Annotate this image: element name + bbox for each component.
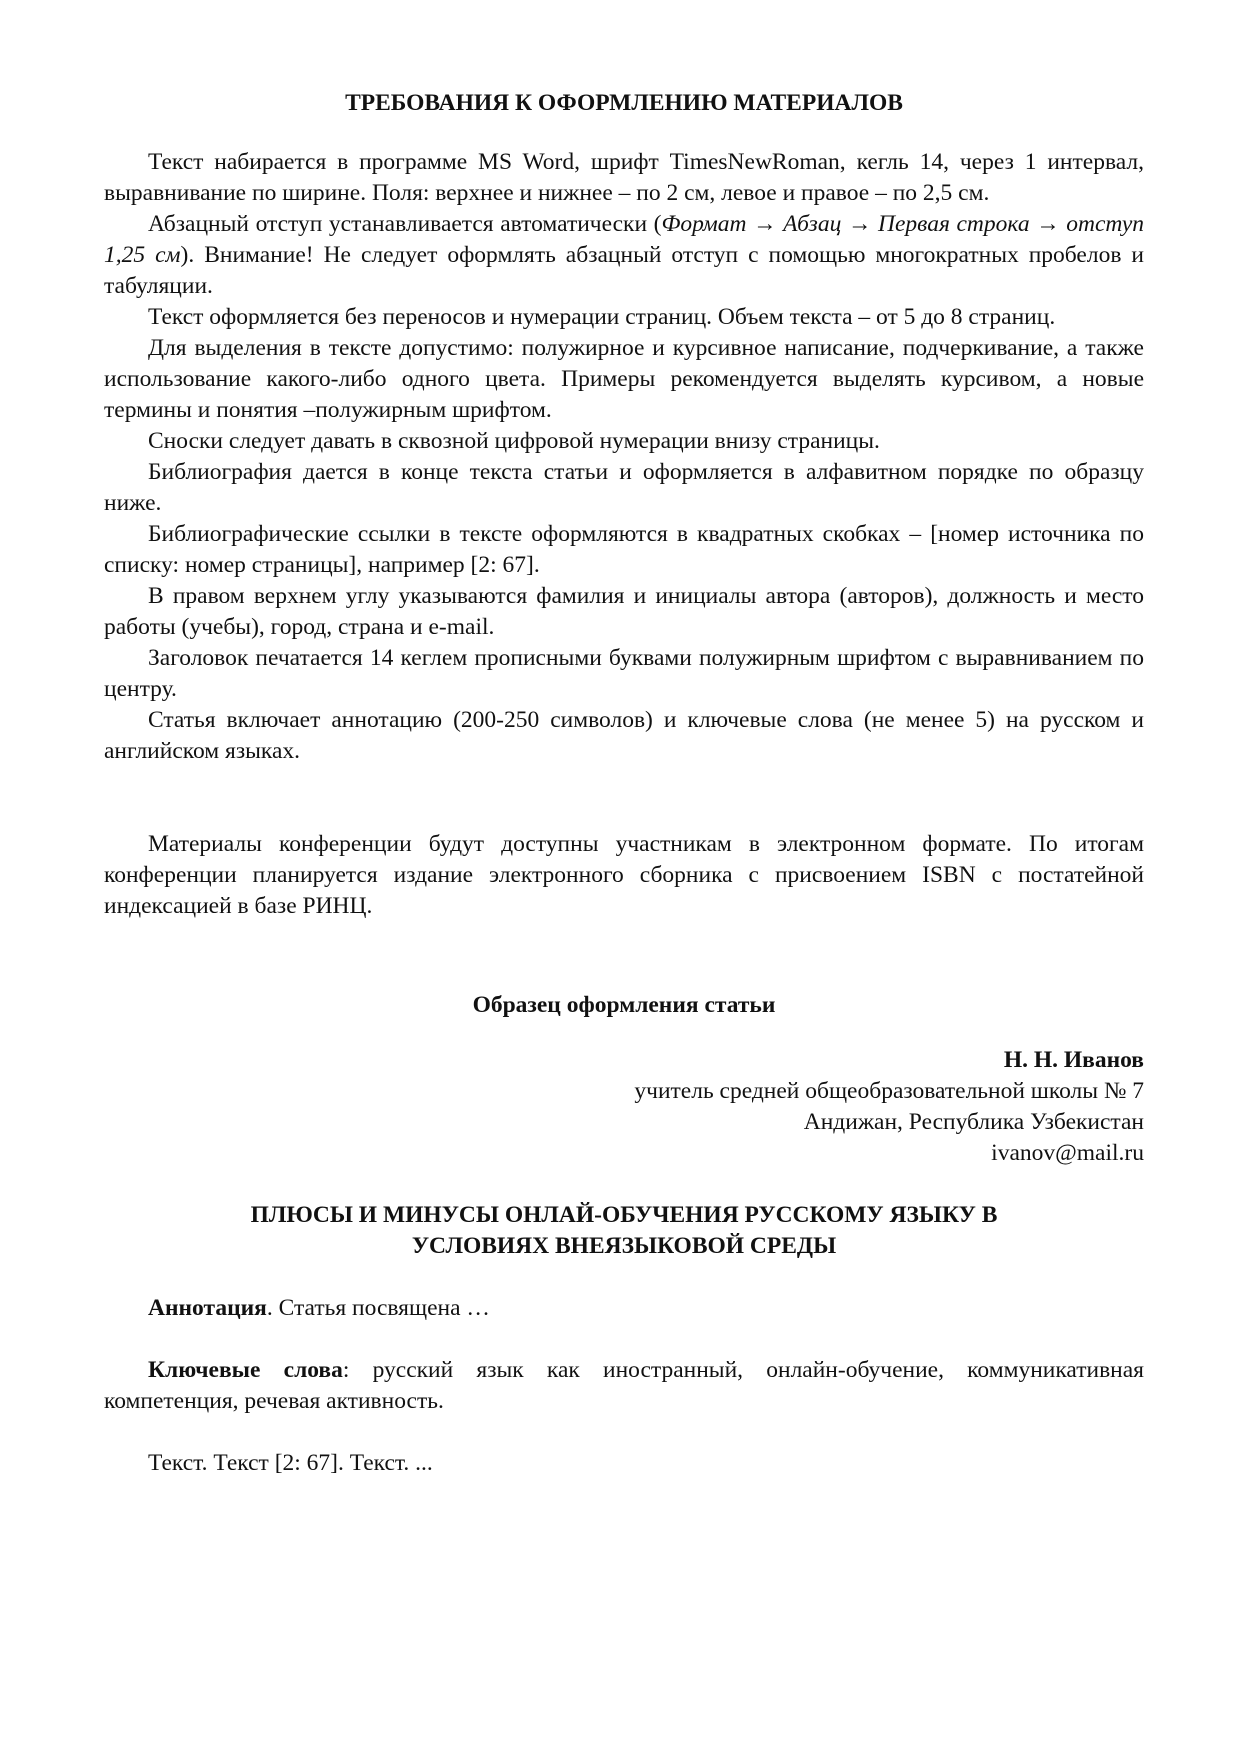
spacer [104, 1262, 1144, 1293]
author-position: учитель средней общеобразовательной школы № 7 [634, 1078, 1144, 1104]
article-title-line-1: ПЛЮСЫ И МИНУСЫ ОНЛАЙ-ОБУЧЕНИЯ РУССКОМУ ЯЗЫКУ В [250, 1202, 998, 1228]
spacer [104, 1169, 1144, 1200]
materials-note: Материалы конференции будут доступны участникам в электронном формате. По итогам конференции планируется издание электронного сборника с присвоением ISBN с постатейной индексацией в базе РИНЦ. [104, 831, 1144, 919]
requirement-paragraph: Заголовок печатается 14 кеглем прописными буквами полужирным шрифтом с выравниванием по центру. [104, 645, 1144, 702]
requirement-paragraph: Текст набирается в программе MS Word, шрифт TimesNewRoman, кегль 14, через 1 интервал, выравнивание по ширине. Поля: верхнее и нижнее – по 2 см, левое и правое – по 2,5 см. [104, 149, 1144, 206]
annotation-label: Аннотация [148, 1295, 267, 1321]
requirement-paragraph: Библиография дается в конце текста статьи и оформляется в алфавитном порядке по образцу ниже. [104, 459, 1144, 516]
annotation-paragraph [104, 1293, 1144, 1324]
spacer [104, 119, 1144, 147]
sample-body-text: Текст. Текст [2: 67]. Текст. ... [148, 1450, 433, 1476]
page-heading: ТРЕБОВАНИЯ К ОФОРМЛЕНИЮ МАТЕРИАЛОВ [345, 90, 903, 116]
spacer [104, 767, 1144, 829]
paragraph-text: ). Внимание! Не следует оформлять абзацный отступ с помощью многократных пробелов и табуляции. [104, 242, 1144, 299]
paragraph-text: Абзацный отступ устанавливается автоматически ( [148, 211, 662, 237]
requirement-paragraph: Статья включает аннотацию (200-250 символов) и ключевые слова (не менее 5) на русском и английском языках. [104, 707, 1144, 764]
menu-path-italic: Формат → Абзац → Первая строка → отступ 1,25 см [104, 211, 1144, 268]
author-name: Н. Н. Иванов [1003, 1047, 1144, 1073]
spacer [104, 1021, 1144, 1045]
requirement-paragraph: Сноски следует давать в сквозной цифровой нумерации внизу страницы. [148, 428, 880, 454]
spacer [104, 922, 1144, 990]
requirement-paragraph [104, 209, 1144, 302]
author-location: Андижан, Республика Узбекистан [803, 1109, 1144, 1135]
keywords-paragraph [104, 1355, 1144, 1417]
author-email: ivanov@mail.ru [991, 1140, 1144, 1166]
sample-title: Образец оформления статьи [472, 992, 776, 1018]
spacer [104, 1417, 1144, 1448]
document-page [104, 88, 1144, 1479]
requirement-paragraph: Библиографические ссылки в тексте оформляются в квадратных скобках – [номер источника по списку: номер страницы], например [2: 67]. [104, 521, 1144, 578]
article-title-line-2: УСЛОВИЯХ ВНЕЯЗЫКОВОЙ СРЕДЫ [411, 1233, 837, 1259]
requirement-paragraph: Текст оформляется без переносов и нумерации страниц. Объем текста – от 5 до 8 страниц. [148, 304, 1056, 330]
annotation-text: . Статья посвящена … [266, 1295, 490, 1321]
keywords-label: Ключевые слова [148, 1357, 343, 1383]
requirement-paragraph: Для выделения в тексте допустимо: полужирное и курсивное написание, подчеркивание, а также использование какого-либо одного цвета. Примеры рекомендуется выделять курсивом, а новые термины и понятия –полужирным шрифтом. [104, 335, 1144, 423]
requirement-paragraph: В правом верхнем углу указываются фамилия и инициалы автора (авторов), должность и место работы (учебы), город, страна и e-mail. [104, 583, 1144, 640]
spacer [104, 1324, 1144, 1355]
keywords-text: : русский язык как иностранный, онлайн-обучение, коммуникативная компетенция, речевая активность. [104, 1357, 1144, 1414]
